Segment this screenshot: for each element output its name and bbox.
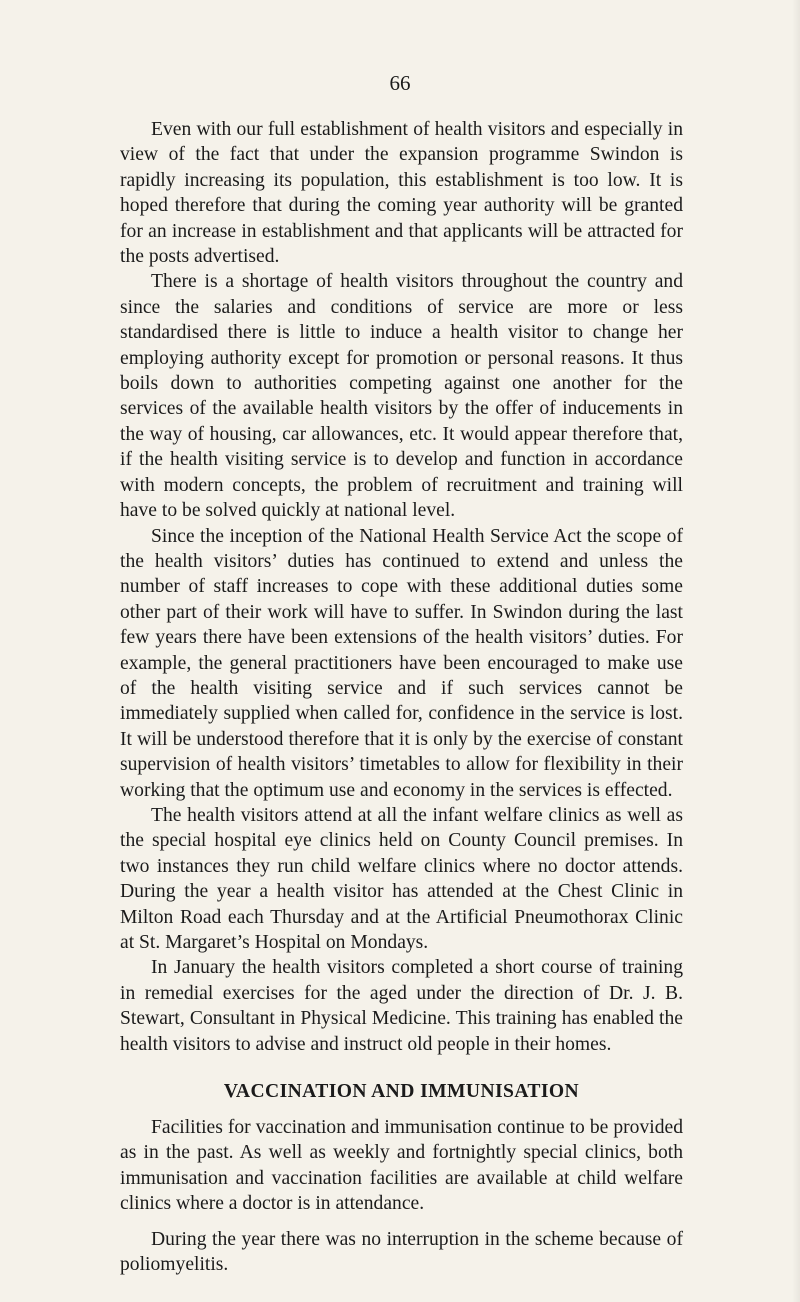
paragraph-duties: Since the inception of the National Health Service Act the scope of the health visitors’ duties has continued to extend and unless the number of staff increases to cope with these additional duties some other part of their work will have to suffer. In Swindon during the last few years there have been extensions of the health visitors’ duties. For example, the general practitioners have been encouraged to make use of the health visiting service and if such services cannot be immediately supplied when called for, confidence in the service is lost. It will be understood therefore that it is only by the exercise of constant supervision of health visitors’ timetables to allow for flexibility in their working that the optimum use and economy in the services is effected. [120, 525, 683, 801]
paragraph-facilities: Facilities for vaccination and immunisation continue to be provided as in the past. As well as weekly and fortnightly special clinics, both immunisation and vaccination facilities are available at child welfare clinics where a doctor is in attendance. [120, 1117, 683, 1215]
paragraph-shortage: There is a shortage of health visitors throughout the country and since the salaries and conditions of service are more or less standardised there is little to induce a health visitor to change her employing authority except for promotion or personal reasons. It thus boils down to authorities competing against one another for the services of the available health visitors by the offer of inducements in the way of housing, car allowances, etc. It would appear therefore that, if the health visiting service is to develop and function in accordance with modern concepts, the problem of recruitment and training will have to be solved quickly at national level. [120, 271, 683, 522]
paragraph-establishment: Even with our full establishment of health visitors and especially in view of the fact that under the expansion programme Swindon is rapidly increasing its population, this establishment is too low. It is hoped therefore that during the coming year authority will be granted for an increase in establishment and that applicants will be attracted for the posts advertised. [120, 119, 683, 268]
section-heading: VACCINATION AND IMMUNISATION [223, 1081, 580, 1103]
paragraph-poliomyelitis: During the year there was no interruption in the scheme because of poliomyelitis. [120, 1228, 683, 1276]
page-edge-shadow [792, 0, 800, 1302]
paragraph-training: In January the health visitors completed a short course of training in remedial exercises for the aged under the direction of Dr. J. B. Stewart, Consultant in Physical Medicine. This training has enabled the health visitors to advise and instruct old people in their homes. [120, 957, 683, 1055]
body-text [120, 117, 683, 1277]
paragraph-clinics: The health visitors attend at all the infant welfare clinics as well as the special hospital eye clinics held on County Council premises. In two instances they run child welfare clinics where no doctor attends. During the year a health visitor has attended at the Chest Clinic in Milton Road each Thursday and at the Artificial Pneumothorax Clinic at St. Margaret’s Hospital on Mondays. [120, 804, 683, 953]
page-number: 66 [389, 71, 411, 95]
